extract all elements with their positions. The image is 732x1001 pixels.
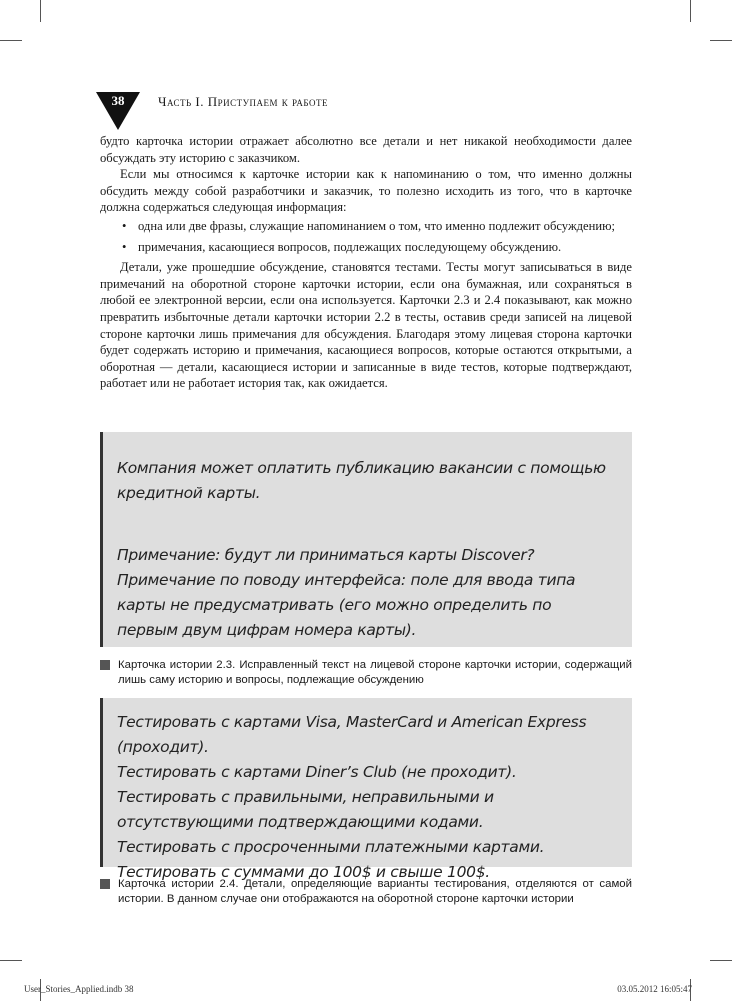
body-text — [100, 133, 632, 392]
crop-mark — [40, 0, 41, 22]
bullet-icon: • — [122, 218, 127, 233]
list-item: • одна или две фразы, служащие напоминанием о том, что именно подлежит обсуждению; — [122, 218, 616, 233]
footer-timestamp: 03.05.2012 16:05:47 — [617, 984, 692, 994]
list-item: • примечания, касающиеся вопросов, подлежащих последующему обсуждению. — [122, 239, 562, 254]
test-line: Тестировать с картами Visa, MasterCard и American Express (проходит). — [117, 713, 587, 756]
bullet-list — [100, 218, 632, 255]
card-note-1: Примечание: будут ли приниматься карты Discover? — [117, 546, 535, 564]
figure-caption-1: Карточка истории 2.3. Исправленный текст на лицевой стороне карточки истории, содержащий лишь саму историю и вопросы, подлежащие обсуждению — [100, 658, 632, 688]
crop-mark — [710, 960, 732, 961]
crop-mark — [0, 40, 22, 41]
caption-square-icon — [100, 879, 110, 889]
card-note-2: Примечание по поводу интерфейса: поле для ввода типа карты не предусматривать (его можно определить по первым двум цифрам номера карты). — [117, 571, 576, 639]
footer-file: User_Stories_Applied.indb 38 — [24, 984, 134, 994]
caption-square-icon — [100, 660, 110, 670]
test-line: Тестировать с суммами до 100$ и свыше 100$. — [117, 863, 490, 881]
figure-caption-2: Карточка истории 2.4. Детали, определяющие варианты тестирования, отделяются от самой истории. В данном случае они отображаются на оборотной стороне карточки истории — [100, 877, 632, 907]
paragraph-3: Детали, уже прошедшие обсуждение, становятся тестами. Тесты могут записываться в виде примечаний на оборотной стороне карточки истории, если она бумажная, или сохраняться в любой ее электронной версии, если она используется. Карточки 2.3 и 2.4 показывают, как можно превратить избыточные детали карточки истории 2.2 в тесты, оставив среди записей на лицевой стороне карточки лишь примечания для обсуждения. Благодаря этому лицевая сторона карточки будет содержать историю и примечания, касающиеся вопросов, которые остаются открытыми, а оборотная — детали, касающиеся истории и записанные в виде тестов, которые подтверждают, работает или не работает история так, как ожидается. — [100, 260, 632, 391]
paragraph-2: Если мы относимся к карточке истории как к напоминанию о том, что именно должны обсудить между собой разработчики и заказчик, то полезно исходить из того, что в карточке должна содержаться следующая информация: — [100, 167, 632, 215]
crop-mark — [710, 40, 732, 41]
crop-mark — [690, 0, 691, 22]
page-number: 38 — [111, 93, 125, 108]
crop-mark — [0, 960, 22, 961]
test-line: Тестировать с правильными, неправильными и отсутствующими подтверждающими кодами. — [117, 788, 494, 831]
running-title: Часть I. Приступаем к работе — [158, 94, 328, 109]
card-tests — [117, 710, 612, 885]
test-line: Тестировать с просроченными платежными картами. — [117, 838, 545, 856]
bullet-icon: • — [122, 239, 127, 254]
paragraph-1: будто карточка истории отражает абсолютно все детали и нет никакой необходимости далее обсуждать эту историю с заказчиком. — [100, 134, 632, 165]
story-card-back — [100, 698, 632, 881]
story-card-front — [100, 432, 632, 647]
test-line: Тестировать с картами Diner’s Club (не проходит). — [117, 763, 517, 781]
card-story-text: Компания может оплатить публикацию вакансии с помощью кредитной карты. — [117, 459, 606, 502]
